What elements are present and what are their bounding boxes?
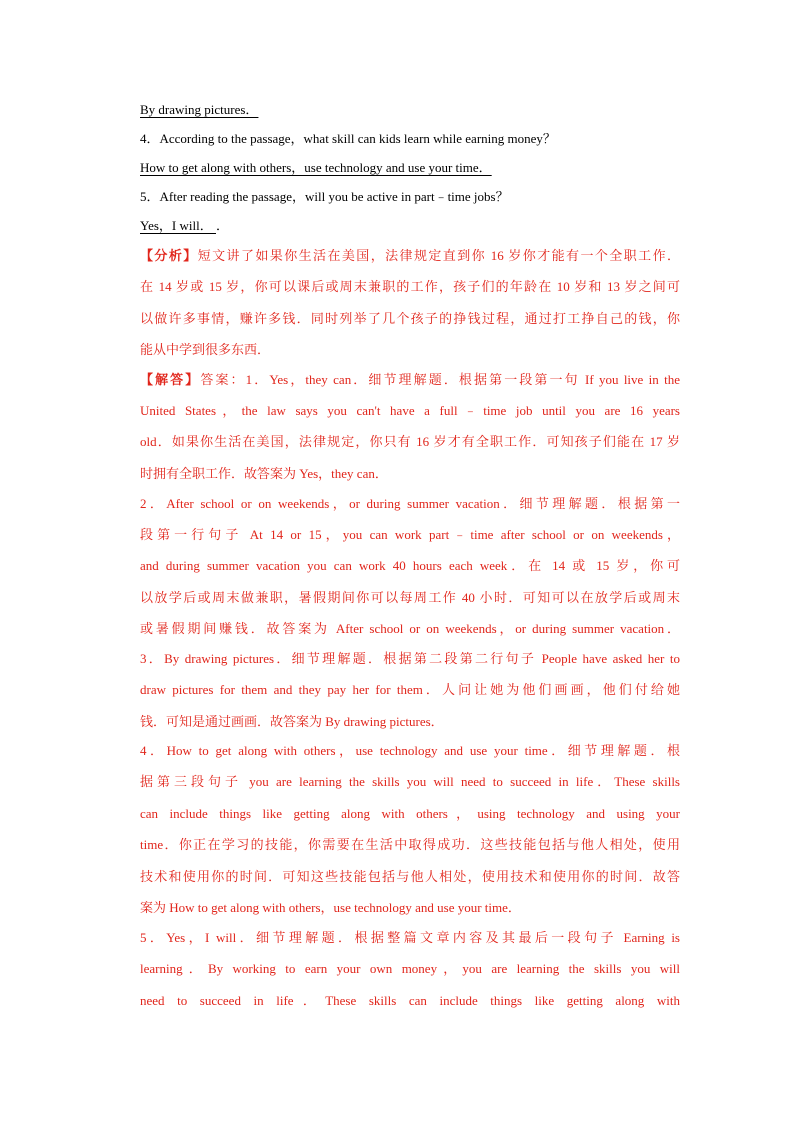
solution-line-6: 段第一行句子 At 14 or 15，you can work part﹣time after school or on weekends， xyxy=(140,527,680,542)
solution-line-5: 2．After school or on weekends，or during summer vacation．细节理解题．根据第一 xyxy=(140,496,680,511)
solution-line-21: need to succeed in life．These skills can include things like getting along with xyxy=(140,993,680,1008)
solution-line-17: 技术和使用你的时间．可知这些技能包括与他人相处，使用技术和使用你的时间．故答 xyxy=(140,869,680,884)
analysis-line-4: 能从中学到很多东西． xyxy=(140,342,271,357)
analysis-line-3: 以做许多事情，赚许多钱．同时列举了几个孩子的挣钱过程，通过打工挣自己的钱，你 xyxy=(140,311,680,326)
solution-line-2: United States，the law says you can't have a full﹣time job until you are 16 years xyxy=(140,403,680,418)
solution-line-10: 3．By drawing pictures．细节理解题．根据第二段第二行句子 People have asked her to xyxy=(140,651,680,666)
solution-line-18: 案为 How to get along with others，use technology and use your time． xyxy=(140,900,521,915)
q5-answer-line xyxy=(140,218,680,234)
q5-answer: Yes，I will． xyxy=(140,218,216,233)
solution-text: 答案：1．Yes，they can．细节理解题．根据第一段第一句 If you live in the xyxy=(200,372,680,387)
solution-line-9: 或暑假期间赚钱．故答案为 After school or on weekends，or during summer vacation． xyxy=(140,621,680,636)
solution-line-13: 4．How to get along with others，use technology and use your time．细节理解题．根 xyxy=(140,743,680,758)
solution-line-8: 以放学后或周末做兼职，暑假期间你可以每周工作 40 小时．可知可以在放学后或周末 xyxy=(140,590,680,605)
analysis-label: 【分析】 xyxy=(140,248,198,263)
solution-line-1 xyxy=(140,372,680,388)
solution-label: 【解答】 xyxy=(140,372,201,387)
solution-line-11: draw pictures for them and they pay her for them．人问让她为他们画画，他们付给她 xyxy=(140,682,680,697)
q4-answer: How to get along with others，use technology and use your time． xyxy=(140,160,492,175)
q5-question: 5．After reading the passage，will you be active in part﹣time jobs？ xyxy=(140,189,509,204)
analysis-line-1 xyxy=(140,248,680,264)
solution-line-14: 据第三段句子 you are learning the skills you will need to succeed in life．These skills xyxy=(140,774,680,789)
solution-line-12: 钱．可知是通过画画．故答案为 By drawing pictures． xyxy=(140,714,444,729)
analysis-text: 短文讲了如果你生活在美国，法律规定直到你 16 岁你才能有一个全职工作． xyxy=(197,248,680,263)
solution-line-16: time．你正在学习的技能，你需要在生活中取得成功．这些技能包括与他人相处，使用 xyxy=(140,837,680,852)
solution-line-19: 5．Yes，I will．细节理解题．根据整篇文章内容及其最后一段句子 Earning is xyxy=(140,930,680,945)
q4-question: 4．According to the passage，what skill can kids learn while earning money？ xyxy=(140,131,556,146)
q3-answer: By drawing pictures． xyxy=(140,102,259,117)
q3-answer-line xyxy=(140,102,680,118)
solution-line-4: 时拥有全职工作．故答案为 Yes，they can． xyxy=(140,466,388,481)
solution-line-7: and during summer vacation you can work 40 hours each week．在 14 或 15 岁，你可 xyxy=(140,558,680,573)
q4-answer-line xyxy=(140,160,680,176)
solution-line-15: can include things like getting along with others，using technology and using your xyxy=(140,806,680,821)
analysis-line-2: 在 14 岁或 15 岁，你可以课后或周末兼职的工作，孩子们的年龄在 10 岁和 13 岁之间可 xyxy=(140,279,680,294)
solution-line-20: learning．By working to earn your own money，you are learning the skills you will xyxy=(140,961,680,976)
q5-answer-end: ． xyxy=(215,218,229,233)
solution-line-3: old．如果你生活在美国，法律规定，你只有 16 岁才有全职工作．可知孩子们能在 17 岁 xyxy=(140,434,680,449)
